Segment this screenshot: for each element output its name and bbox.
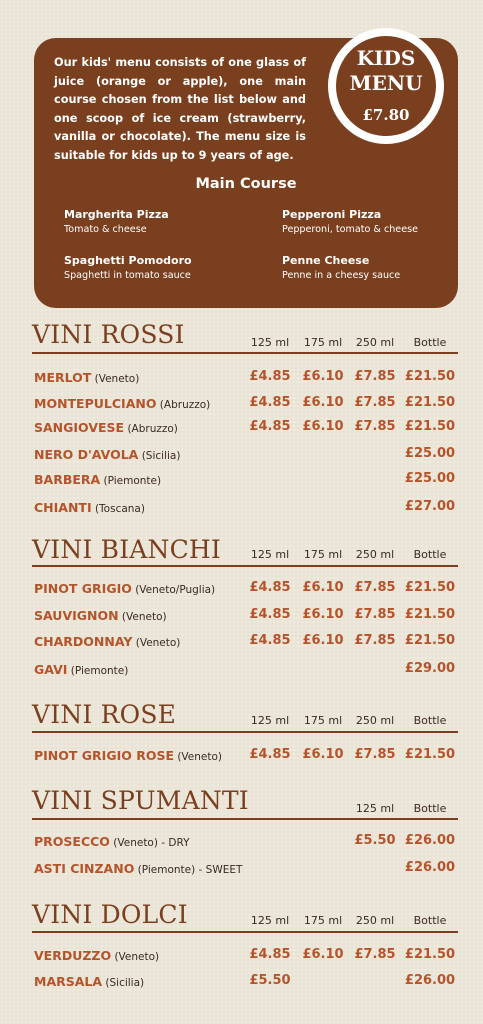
wine-region: (Piemonte) - SWEET bbox=[134, 864, 243, 876]
column-header: 250 ml bbox=[355, 548, 395, 561]
wine-name bbox=[34, 420, 178, 435]
kids-menu-panel bbox=[34, 38, 458, 308]
wine-name bbox=[34, 370, 139, 385]
column-header: 125 ml bbox=[355, 802, 395, 815]
wine-label: NERO D'AVOLA bbox=[34, 447, 139, 462]
wine-label: VERDUZZO bbox=[34, 948, 112, 963]
section-title: VINI ROSE bbox=[32, 700, 177, 729]
course-item: Margherita Pizza Tomato & cheese bbox=[64, 208, 169, 235]
wine-price: £6.10 bbox=[302, 369, 344, 384]
section-title: VINI DOLCI bbox=[32, 900, 188, 929]
course-item: Spaghetti Pomodoro Spaghetti in tomato sauce bbox=[64, 254, 192, 281]
wine-label: PINOT GRIGIO bbox=[34, 581, 132, 596]
wine-label: SANGIOVESE bbox=[34, 420, 125, 435]
wine-name bbox=[34, 662, 128, 677]
wine-price: £27.00 bbox=[404, 499, 456, 514]
wine-price: £21.50 bbox=[404, 747, 456, 762]
column-header: 125 ml bbox=[250, 548, 290, 561]
wine-label: MARSALA bbox=[34, 974, 103, 989]
column-header: 250 ml bbox=[355, 914, 395, 927]
wine-region: (Piemonte) bbox=[100, 475, 162, 487]
wine-name bbox=[34, 447, 180, 462]
wine-name bbox=[34, 396, 210, 411]
wine-price: £5.50 bbox=[249, 973, 291, 988]
section-divider bbox=[32, 818, 458, 820]
column-header: Bottle bbox=[413, 548, 447, 561]
section-divider bbox=[32, 931, 458, 933]
wine-price: £5.50 bbox=[354, 833, 396, 848]
wine-region: (Toscana) bbox=[91, 503, 145, 515]
wine-name bbox=[34, 500, 145, 515]
course-item: Pepperoni Pizza Pepperoni, tomato & cheese bbox=[282, 208, 419, 235]
wine-price: £21.50 bbox=[404, 395, 456, 410]
wine-price: £21.50 bbox=[404, 419, 456, 434]
section-title: VINI BIANCHI bbox=[32, 535, 222, 564]
column-header: 125 ml bbox=[250, 714, 290, 727]
kids-menu-price: £7.80 bbox=[362, 106, 410, 124]
wine-price: £4.85 bbox=[249, 369, 291, 384]
wine-name bbox=[34, 974, 144, 989]
wine-label: BARBERA bbox=[34, 472, 101, 487]
section-divider bbox=[32, 731, 458, 733]
wine-price: £7.85 bbox=[354, 947, 396, 962]
wine-label: PINOT GRIGIO ROSE bbox=[34, 748, 174, 763]
column-header: 175 ml bbox=[303, 714, 343, 727]
wine-price: £7.85 bbox=[354, 580, 396, 595]
wine-label: CHARDONNAY bbox=[34, 634, 133, 649]
wine-price: £21.50 bbox=[404, 580, 456, 595]
wine-price: £6.10 bbox=[302, 395, 344, 410]
course-item: Penne Cheese Penne in a cheesy sauce bbox=[282, 254, 401, 281]
wine-region: (Veneto) - DRY bbox=[109, 837, 190, 849]
wine-price: £26.00 bbox=[404, 860, 456, 875]
wine-name bbox=[34, 948, 159, 963]
main-course-title: Main Course bbox=[195, 176, 297, 192]
wine-price: £21.50 bbox=[404, 947, 456, 962]
wine-region: (Abruzzo) bbox=[124, 423, 178, 435]
wine-price: £7.85 bbox=[354, 369, 396, 384]
wine-label: PROSECCO bbox=[34, 834, 110, 849]
kids-menu-badge bbox=[328, 28, 444, 144]
wine-price: £6.10 bbox=[302, 747, 344, 762]
wine-price: £21.50 bbox=[404, 633, 456, 648]
wine-price: £4.85 bbox=[249, 607, 291, 622]
column-header: 250 ml bbox=[355, 714, 395, 727]
wine-price: £25.00 bbox=[404, 471, 456, 486]
wine-region: (Veneto) bbox=[91, 373, 140, 385]
wine-price: £29.00 bbox=[404, 661, 456, 676]
wine-label: SAUVIGNON bbox=[34, 608, 119, 623]
wine-name bbox=[34, 861, 242, 876]
wine-price: £6.10 bbox=[302, 607, 344, 622]
wine-price: £6.10 bbox=[302, 947, 344, 962]
column-header: Bottle bbox=[413, 914, 447, 927]
wine-region: (Piemonte) bbox=[67, 665, 129, 677]
wine-price: £7.85 bbox=[354, 633, 396, 648]
wine-label: MERLOT bbox=[34, 370, 92, 385]
wine-price: £6.10 bbox=[302, 633, 344, 648]
wine-price: £4.85 bbox=[249, 747, 291, 762]
wine-price: £25.00 bbox=[404, 446, 456, 461]
wine-label: MONTEPULCIANO bbox=[34, 396, 157, 411]
wine-price: £26.00 bbox=[404, 833, 456, 848]
column-header: 250 ml bbox=[355, 336, 395, 349]
wine-region: (Abruzzo) bbox=[156, 399, 211, 411]
section-title: VINI ROSSI bbox=[32, 320, 185, 349]
wine-price: £26.00 bbox=[404, 973, 456, 988]
section-divider bbox=[32, 565, 458, 567]
column-header: 175 ml bbox=[303, 548, 343, 561]
wine-name bbox=[34, 634, 180, 649]
wine-region: (Veneto) bbox=[132, 637, 181, 649]
wine-price: £21.50 bbox=[404, 369, 456, 384]
column-header: 175 ml bbox=[303, 914, 343, 927]
wine-region: (Veneto) bbox=[118, 611, 167, 623]
wine-name bbox=[34, 834, 190, 849]
wine-name bbox=[34, 608, 167, 623]
wine-price: £7.85 bbox=[354, 395, 396, 410]
wine-price: £4.85 bbox=[249, 395, 291, 410]
section-divider bbox=[32, 352, 458, 354]
wine-price: £4.85 bbox=[249, 633, 291, 648]
wine-name bbox=[34, 748, 222, 763]
column-header: 125 ml bbox=[250, 336, 290, 349]
wine-name bbox=[34, 472, 161, 487]
wine-price: £7.85 bbox=[354, 607, 396, 622]
wine-region: (Veneto) bbox=[174, 751, 223, 763]
column-header: 125 ml bbox=[250, 914, 290, 927]
wine-price: £7.85 bbox=[354, 419, 396, 434]
wine-name bbox=[34, 581, 215, 596]
wine-label: ASTI CINZANO bbox=[34, 861, 135, 876]
column-header: Bottle bbox=[413, 802, 447, 815]
wine-price: £6.10 bbox=[302, 580, 344, 595]
wine-label: GAVI bbox=[34, 662, 68, 677]
wine-price: £4.85 bbox=[249, 419, 291, 434]
wine-region: (Sicilia) bbox=[102, 977, 145, 989]
wine-region: (Veneto/Puglia) bbox=[131, 584, 216, 596]
kids-menu-description: Our kids' menu consists of one glass of juice (orange or apple), one main course chosen from the list below and one scoop of ice cream (strawberry, vanilla or chocolate). The menu size is suitable for kids up to 9 years of age. bbox=[54, 56, 306, 162]
wine-label: CHIANTI bbox=[34, 500, 92, 515]
column-header: Bottle bbox=[413, 714, 447, 727]
wine-price: £7.85 bbox=[354, 747, 396, 762]
wine-price: £6.10 bbox=[302, 419, 344, 434]
wine-price: £21.50 bbox=[404, 607, 456, 622]
column-header: 175 ml bbox=[303, 336, 343, 349]
wine-region: (Sicilia) bbox=[138, 450, 181, 462]
wine-price: £4.85 bbox=[249, 947, 291, 962]
kids-menu-badge-title: KIDS MENU bbox=[349, 46, 423, 95]
wine-price: £4.85 bbox=[249, 580, 291, 595]
wine-region: (Veneto) bbox=[111, 951, 160, 963]
section-title: VINI SPUMANTI bbox=[32, 786, 249, 815]
column-header: Bottle bbox=[413, 336, 447, 349]
